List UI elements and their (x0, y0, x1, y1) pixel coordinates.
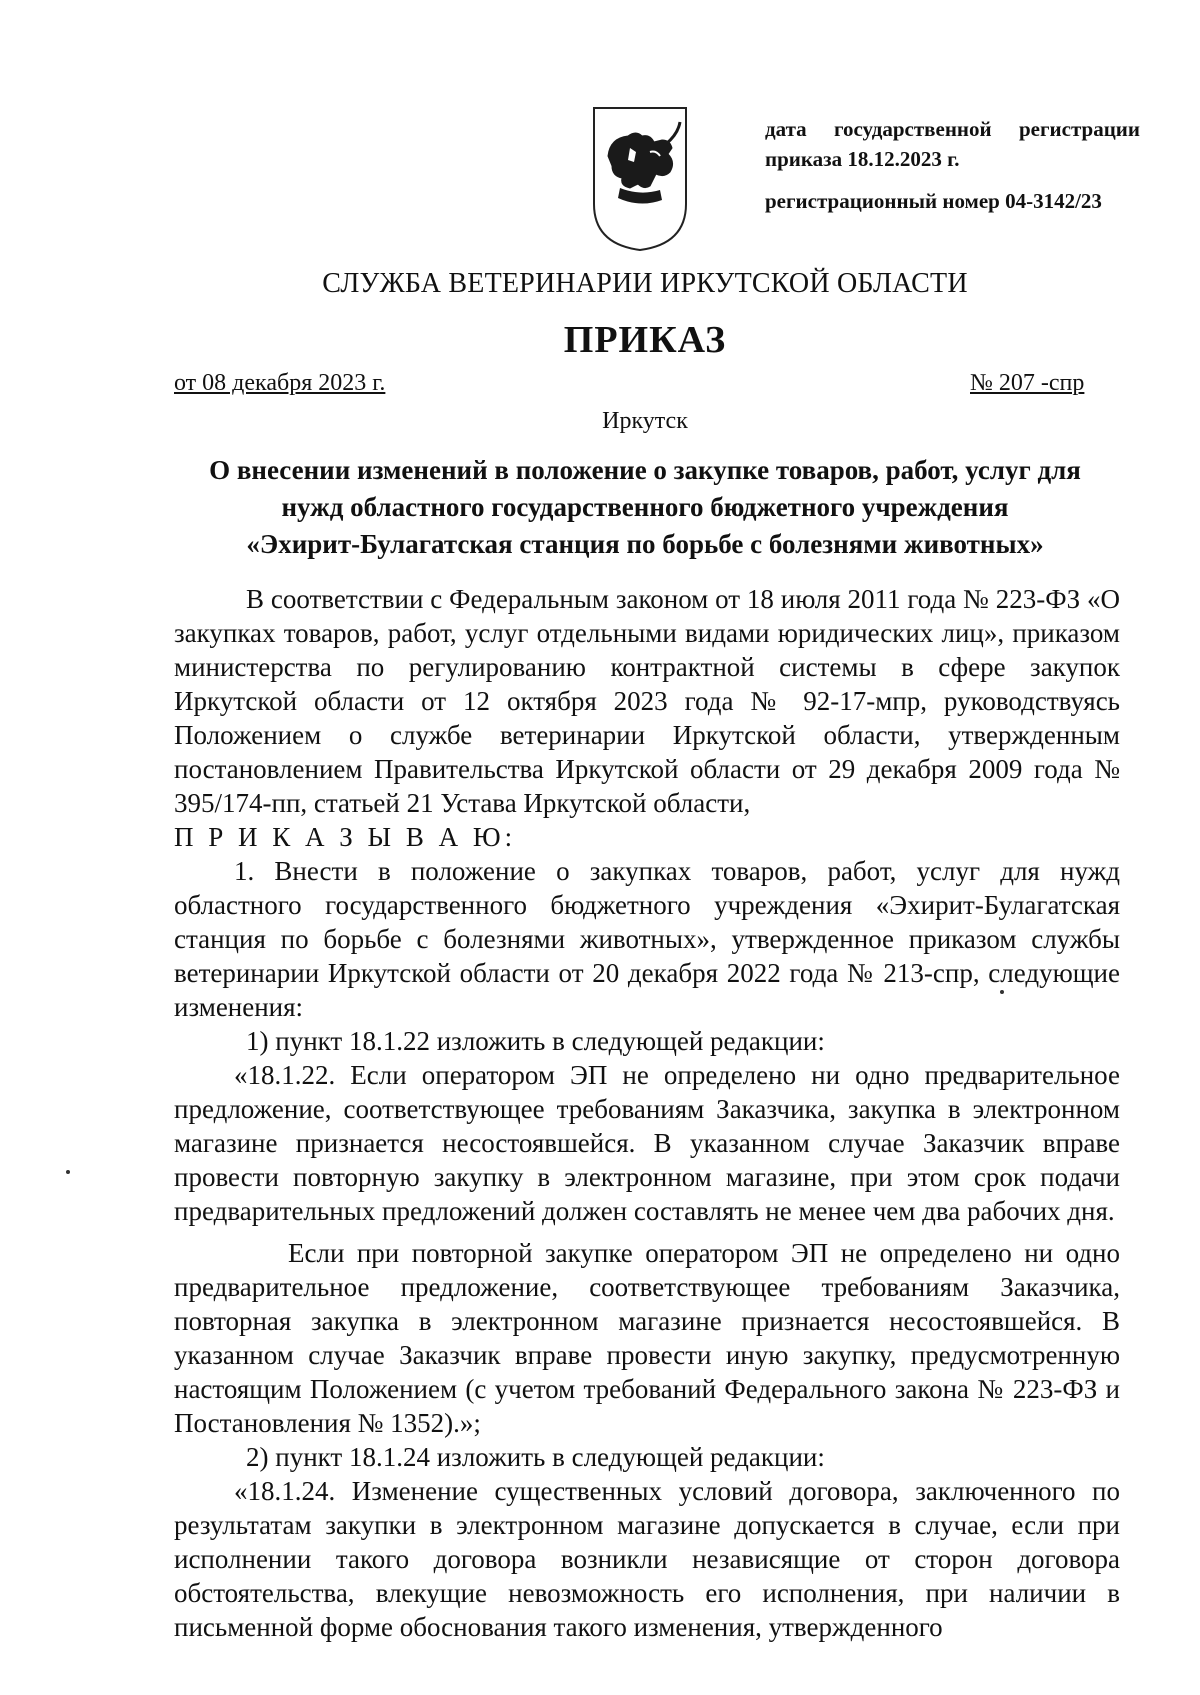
quote-paragraph: «18.1.24. Изменение существенных условий договора, заключенного по результатам закупки в электронном магазине допускается в случае, если при исполнении такого договора возникли независящие от сторон договора обстоятельства, влекущие невозможность его исполнения, при наличии в письменной форме обоснования такого изменения, утвержденного (174, 1476, 1120, 1642)
city: Иркутск (602, 408, 688, 434)
order-date: от 08 декабря 2023 г. (174, 370, 386, 396)
preamble-paragraph: В соответствии с Федеральным законом от 18 июля 2011 года № 223-ФЗ «О закупках товаров, работ, услуг отдельными видами юридических лиц», приказом министерства по регулированию контрактной системы в сфере закупок Иркутской области от 12 октября 2023 года № 92-17-мпр, руководствуясь Положением о службе ветеринарии Иркутской области, утвержденным постановлением Правительства Иркутской области от 29 декабря 2009 года № 395/174-пп, статьей 21 Устава Иркутской области, (174, 584, 1120, 818)
prikazyvayu-label: П Р И К А З Ы В А Ю: (174, 822, 517, 852)
agency-name: СЛУЖБА ВЕТЕРИНАРИИ ИРКУТСКОЙ ОБЛАСТИ (322, 268, 968, 299)
coat-of-arms-icon (590, 104, 690, 254)
heading-line: О внесении изменений в положение о закупке товаров, работ, услуг для (209, 455, 1081, 485)
document-body (174, 582, 1120, 1644)
list-item: 1. Внести в положение о закупках товаров, работ, услуг для нужд областного государственного бюджетного учреждения «Эхирит-Булагатская станция по борьбе с болезнями животных», утвержденное приказом службы ветеринарии Иркутской области от 20 декабря 2022 года № 213-спр, следующие изменения: (174, 856, 1120, 1022)
quote-paragraph: Если при повторной закупке оператором ЭП не определено ни одно предварительное предложение, соответствующее требованиям Заказчика, повторная закупка в электронном магазине признается несостоявшейся. В указанном случае Заказчик вправе провести иную закупку, предусмотренную настоящим Положением (с учетом требований Федерального закона № 223-ФЗ и Постановления № 1352).»; (174, 1238, 1120, 1438)
quote-paragraph: «18.1.22. Если оператором ЭП не определено ни одно предварительное предложение, соответствующее требованиям Заказчика, закупка в электронном магазине признается несостоявшейся. В указанном случае Заказчик вправе провести повторную закупку в электронном магазине, при этом срок подачи предварительных предложений должен составлять не менее чем два рабочих дня. (174, 1060, 1120, 1226)
registration-block (765, 114, 1140, 216)
scan-speck (66, 1170, 70, 1174)
list-item: 2) пункт 18.1.24 изложить в следующей редакции: (246, 1442, 825, 1472)
registration-date-label: дата государственной регистрации (765, 117, 1140, 141)
scan-speck (1000, 990, 1004, 994)
registration-date-value: приказа 18.12.2023 г. (765, 147, 960, 171)
heading-line: нужд областного государственного бюджетного учреждения (281, 492, 1009, 522)
document-heading (160, 452, 1130, 563)
order-number: № 207 -спр (970, 370, 1085, 396)
list-item: 1) пункт 18.1.22 изложить в следующей редакции: (246, 1026, 825, 1056)
registration-number: регистрационный номер 04-3142/23 (765, 189, 1102, 213)
heading-line: «Эхирит-Булагатская станция по борьбе с болезнями животных» (246, 529, 1044, 559)
document-type: ПРИКАЗ (563, 319, 727, 361)
